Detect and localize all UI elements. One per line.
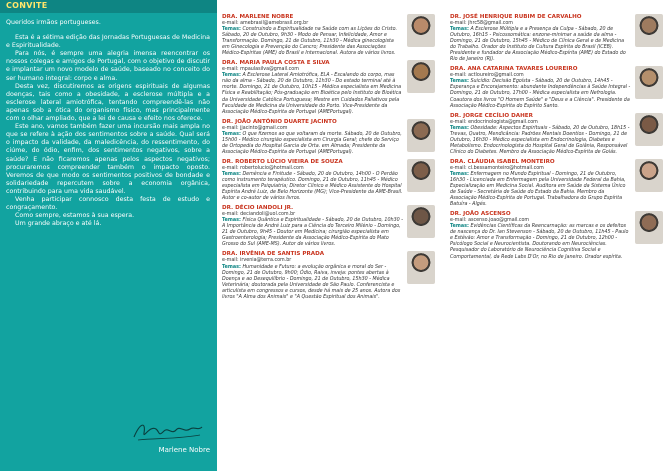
speaker-name: DRA. ANA CATARINA TAVARES LOUREIRO: [450, 66, 578, 73]
speaker-email[interactable]: e-mail: amebrasil@amebrasil.org.br: [222, 21, 309, 26]
speaker-email[interactable]: e-mail: actloureiro@gmail.com: [450, 73, 524, 79]
speaker-bio: Construindo a Espiritualidade na Saúde com as Lições do Cristo. Sábado, 20 de Outubro, 9h30 - Modo de Pensar, Infelicidade, Amor e Transformação. Domingo, 21 de Outubro, 11h30 - Médica ginecologista em Ginecologia e Prevenção do Cancro; Presidente das Associações Médico-Espíritas (AME) do Brasil e Internacional. Autora de vários livros.: [222, 27, 398, 57]
speaker-name: DR. DÉCIO IANDOLI JR.: [222, 205, 294, 212]
speaker-bio: Suicídio: Decisão Egoísta - Sábado, 20 de Outubro, 14h45 - Esperança e Encorajamento: abundante Independências à Saúde Integral - Domingo, 21 de Outubro, 17h00 - Médica especialista em Nefrologia. Coautora dos livros "O Homem Saúde" e "Deus e a Ciência". Presidente da Associação Médico-Espírita do Espírito Santo.: [450, 79, 631, 109]
speaker-photo: [635, 211, 663, 244]
speaker-details: [222, 21, 435, 57]
topics-label: Temas:: [450, 27, 469, 33]
speaker-details: [222, 126, 435, 156]
invitation-paragraph-5: Venha participar connosco desta festa de estudo e congraçamento.: [6, 195, 210, 212]
topics-label: Temas:: [222, 264, 241, 270]
closing-line-1: Como sempre, estamos à sua espera.: [15, 212, 135, 220]
speaker-entry: [450, 211, 663, 260]
speaker-details: [222, 212, 435, 248]
speaker-email[interactable]: e-mail: robertolucio@hotmail.com: [222, 165, 304, 171]
speaker-photo: [635, 14, 663, 47]
speaker-details: [450, 120, 663, 156]
speaker-entry: [222, 251, 435, 300]
speaker-bio: A Esclerose Lateral Amiotrófica, ELA - Escalando do corpo, mas não da alma - Sábado, 20 de Outubro, 11h30 - Do estado terminal até à morte. Domingo, 21 de Outubro, 10h15 - Médica especialista em Medicina Física e Reabilitação; Pós-graduação em Bioética pelo Instituto de Bioética da Universidade Católica Portuguesa; Mestre em Cuidados Paliativos pela Faculdade de Medicina da Universidade do Porto. Vice-Presidente da Associação Médico-Espírita de Portugal (AMEPortugal).: [222, 73, 402, 115]
speaker-entry: [450, 14, 663, 63]
speaker-email[interactable]: e-mail: jhrc58@gmail.com: [450, 21, 513, 26]
topics-label: Temas:: [450, 224, 469, 230]
invitation-paragraph-3: Desta vez, discutiremos as origens espirituais de algumas doenças, tais como a obesidade, a esclerose múltipla e a esclerose lateral amiotrófica, tentando compreendê-las não apenas sob a ótica do organismo físico, mas principalmente com o olhar ampliado, que a lei de causa e efeito nos oferece.: [6, 82, 210, 123]
invitation-panel: [0, 0, 217, 471]
speaker-photo: [407, 60, 435, 93]
speaker-bio: O que fizemos ao que voltaram da morte. Sábado, 20 de Outubro, 15h00 - Médico cirurgião especialista em Cirurgia Geral; chefe do Serviço de Ortopedia do Hospital Garcia de Orta. em Almada; Presidente da Associação Médico-Espírita de Portugal (AMEPortugal).: [222, 131, 402, 155]
topics-label: Temas:: [450, 171, 469, 177]
speaker-name: DR. JOSÉ HENRIQUE RUBIM DE CARVALHO: [450, 14, 582, 20]
topics-label: Temas:: [222, 73, 241, 79]
speaker-email[interactable]: e-mail: endocrinologista@gmail.com: [450, 119, 538, 125]
signature-name: Marlene Nobre: [158, 446, 210, 454]
speaker-photo: [635, 113, 663, 146]
invitation-paragraph-2: Para nós, é sempre uma alegria imensa reencontrar os nossos colegas e amigos de Portugal, com o objetivo de discutir e implantar um novo modelo de saúde, baseado no conceito do ser humano integral: corpo e alma.: [6, 50, 210, 82]
speaker-name: DRA. MARIA PAULA COSTA E SILVA: [222, 60, 330, 67]
speaker-bio: Evidências Científicas da Reencarnação: as marcas e os defeitos de nascença do Dr. Ian Stevenson - Sábado, 20 de Outubro, 11h45 - Paulo e Estêvão: Amor e Transformação - Domingo, 21 de Outubro, 12h00 - Psicólogo Social e Neurocientista. Doutorando em Neurociências. Pesquisador do Laboratório de Neurociência Cognitiva Social e Comportamental, da Rede Labs D'Or, no Rio de Janeiro. Orador espírita.: [450, 224, 629, 260]
speaker-photo: [407, 205, 435, 238]
topics-label: Temas:: [222, 27, 241, 33]
speakers-column-1: [222, 14, 435, 304]
speaker-entry: [450, 66, 663, 109]
speaker-entry: [222, 60, 435, 115]
speaker-details: [450, 21, 663, 63]
invitation-header-bar: [0, 0, 217, 13]
greeting: Queridos irmãos portugueses.: [6, 19, 101, 26]
speaker-email[interactable]: e-mail: cl.bessamonteiro@hotmail.com: [450, 165, 544, 171]
speaker-photo: [407, 119, 435, 152]
speaker-photo: [407, 251, 435, 284]
invitation-paragraph-4: Este ano, vamos também fazer uma incursão mais ampla no que se refere à ação dos sentimentos sobre a saúde. Qual será o impacto da validade, da maledicência, do ressentimento, do ciúme, do ódio, enfim, dos sentimentos negativos, sobre a saúde? E não ficaremos apenas pelos aspectos negativos; procuraremos compreender também o impacto oposto. Veremos de que modo os sentimentos positivos de bondade e solidariedade repercutem sobre a economia orgânica, contribuindo para uma vida saudável.: [6, 123, 210, 195]
speaker-email[interactable]: e-mail: jjacinto@gmail.com: [222, 125, 288, 131]
speaker-photo: [407, 159, 435, 192]
topics-label: Temas:: [450, 79, 469, 85]
speaker-email[interactable]: e-mail: deciandoli@uol.com.br: [222, 212, 296, 218]
invitation-title: CONVITE: [6, 1, 48, 10]
speaker-name: DRA. IRVÊNIA DE SANTIS PRADA: [222, 251, 325, 258]
speaker-details: [450, 218, 663, 260]
speaker-name: DR. JOÃO ANTÓNIO DUARTE JACINTO: [222, 118, 337, 125]
speaker-photo: [407, 14, 435, 47]
speaker-bio: Humanidade e Futuro: a evolução orgânica e moral do Ser - Domingo, 21 de Outubro, 9h00; Ódio, Raiva, inveja: pontes abertas à Doença e ao Desequilíbrio - Domingo, 21 de Outubro, 15h30 - Médica Veterinária; doutorada pela Universidade de São Paulo. Conferencista e articulista em congressos e cursos, desde há mais de 25 anos. Autora dos livros "A Alma dos Animais" e "A Questão Espiritual dos Animais".: [222, 264, 401, 300]
speaker-entry: [222, 159, 435, 202]
speaker-details: [222, 67, 435, 115]
speaker-entry: [222, 14, 435, 57]
speaker-name: DR. JORGE CECÍLIO DAHER: [450, 112, 533, 119]
speaker-name: DRA. CLÁUDIA ISABEL MONTEIRO: [450, 158, 555, 165]
speaker-email[interactable]: e-mail: ascenso.joao@gmail.com: [450, 218, 530, 224]
signature-icon: [128, 415, 208, 445]
speaker-details: [222, 166, 435, 202]
speaker-details: [450, 73, 663, 109]
speaker-bio: Obesidade: Aspectos Espirituais - Sábado, 20 de Outubro, 18h15 - Trevas, Quatro, Mendicância: Padrões Mentais Doentios - Domingo, 21 de Outubro, 16h30 - Médico especialista em Endocrinologia, Diabetes e Metabolismo. Endocrinologista do Hospital Geral de Goiânia, Responsável Clínico do Diabetes. Membro da Associação Médico-Espírita de Goiás.: [450, 125, 630, 155]
speaker-name: DR. ROBERTO LÚCIO VIEIRA DE SOUZA: [222, 158, 343, 165]
speaker-details: [450, 166, 663, 208]
speaker-photo: [635, 66, 663, 99]
closing-line-2: Um grande abraço e até lá.: [15, 220, 102, 228]
topics-label: Temas:: [222, 218, 241, 224]
topics-label: Temas:: [222, 131, 241, 137]
speaker-bio: Física Quântica e Espiritualidade - Sábado, 20 de Outubro, 10h30 - A Importância de André Luiz para a Ciência do Terceiro Milénio - Domingo, 21 de Outubro, 9h45 - Doutor em Medicina; cirurgião especialista em Gastroenterologia; Presidente da Associação Médico-Espírita do Mato Grosso do Sul (AME-MS). Autor de vários livros.: [222, 218, 403, 248]
speaker-email[interactable]: e-mail: mpaulasilva@gmail.com: [222, 67, 299, 73]
speaker-bio: Demência e Finitude - Sábado, 20 de Outubro, 14h00 - O Perdão como instrumento terapêutico. Domingo, 21 de Outubro, 11h45 - Médico especialista em Psiquiatria; Diretor Clínico e Médico Assistente do Hospital Espírita André Luiz, de Belo Horizonte (MG); Vice-Presidente da AME-Brasil. Autor e co-autor de vários livros.: [222, 171, 403, 202]
speaker-bio: Enfermagem no Mundo Espiritual - Domingo, 21 de Outubro, 16h30 - Licenciada em Enfermagem pela Universidade Federal da Bahia, Especialização em Medicina Social. Auditora em Saúde da Sistema Único de Saúde - Secretária de Saúde do Estado da Bahia. Membro da Associação Médico-Espírita de Portugal. Trabalhadora do Grupo Espírita Batuíra - Algés.: [450, 171, 626, 208]
speaker-entry: [450, 159, 663, 208]
invitation-paragraph-1: Esta é a sétima edição das Jornadas Portuguesas de Medicina e Espiritualidade.: [6, 34, 210, 50]
topics-label: Temas:: [450, 125, 469, 131]
speaker-email[interactable]: e-mail: irvenia@terra.com.br: [222, 258, 292, 264]
invitation-body: [6, 19, 210, 228]
topics-label: Temas:: [222, 171, 241, 177]
speaker-entry: [222, 205, 435, 248]
speaker-photo: [635, 159, 663, 192]
speaker-name: DR. JOÃO ASCENSO: [450, 211, 511, 218]
speaker-details: [222, 258, 435, 300]
speaker-bio: A Esclerose Múltipla e a Presença da Culpa - Sábado, 20 de Outubro, 16h15 - Psicossomática: enzone-minimar a saúde da alma - Domingo, 21 de Outubro, 15h45 - Médico de Clínica Geral e de Medicina do Trabalho. Orador do Instituto de Cultura Espírita do Brasil (ICEB). Presidente e fundador da Associação Médico-Espírita (AME) do Estado do Rio de Janeiro (RJ).: [450, 27, 626, 63]
speaker-entry: [450, 113, 663, 156]
speakers-column-2: [450, 14, 663, 264]
speaker-entry: [222, 119, 435, 156]
speaker-name: DRA. MARLENE NOBRE: [222, 14, 294, 20]
